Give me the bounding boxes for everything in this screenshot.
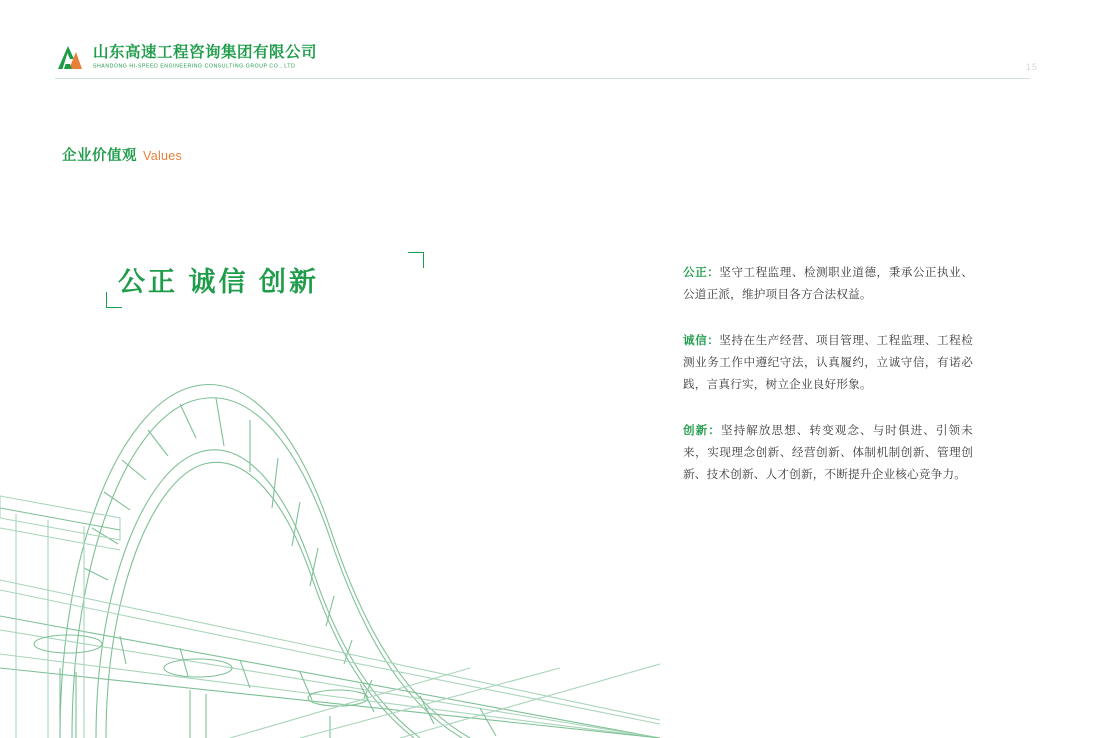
section-heading xyxy=(62,144,182,165)
value-body-text: 坚守工程监理、检测职业道德，秉承公正执业、公道正派，维护项目各方合法权益。 xyxy=(683,265,973,301)
bracket-top-right-decoration xyxy=(408,252,424,268)
arch-bridge-line-drawing xyxy=(0,368,660,738)
value-body-text: 坚持在生产经营、项目管理、工程监理、工程检测业务工作中遵纪守法，认真履约，立诚守信，有诺必践，言真行实，树立企业良好形象。 xyxy=(683,333,973,391)
logo-company-name-cn: 山东高速工程咨询集团有限公司 xyxy=(93,44,318,61)
values-text-column xyxy=(683,250,973,497)
value-item xyxy=(683,262,973,306)
value-lead-label: 公正： xyxy=(683,265,720,279)
company-logo xyxy=(55,42,317,72)
header-divider xyxy=(55,78,1030,79)
slogan-text: 公正 诚信 创新 xyxy=(118,267,320,297)
slogan-block xyxy=(106,252,326,308)
value-item xyxy=(683,330,973,396)
value-lead-label: 创新： xyxy=(683,423,721,437)
value-item xyxy=(683,420,973,486)
value-lead-label: 诚信： xyxy=(683,333,720,347)
value-paragraph xyxy=(683,262,973,306)
value-paragraph xyxy=(683,330,973,396)
logo-company-name-en: SHANDONG HI-SPEED ENGINEERING CONSULTING GROUP CO., LTD xyxy=(93,63,296,70)
section-title-cn: 企业价值观 xyxy=(62,148,137,164)
section-title-en: Values xyxy=(143,149,183,163)
mountain-road-logo-icon xyxy=(55,42,85,72)
page-header xyxy=(0,0,1100,90)
value-paragraph xyxy=(683,420,973,486)
logo-text xyxy=(93,42,317,70)
page-number: 15 xyxy=(1025,62,1038,72)
value-body-text: 坚持解放思想、转变观念、与时俱进、引领未来，实现理念创新、经营创新、体制机制创新、管理创新、技术创新、人才创新，不断提升企业核心竞争力。 xyxy=(683,423,973,481)
